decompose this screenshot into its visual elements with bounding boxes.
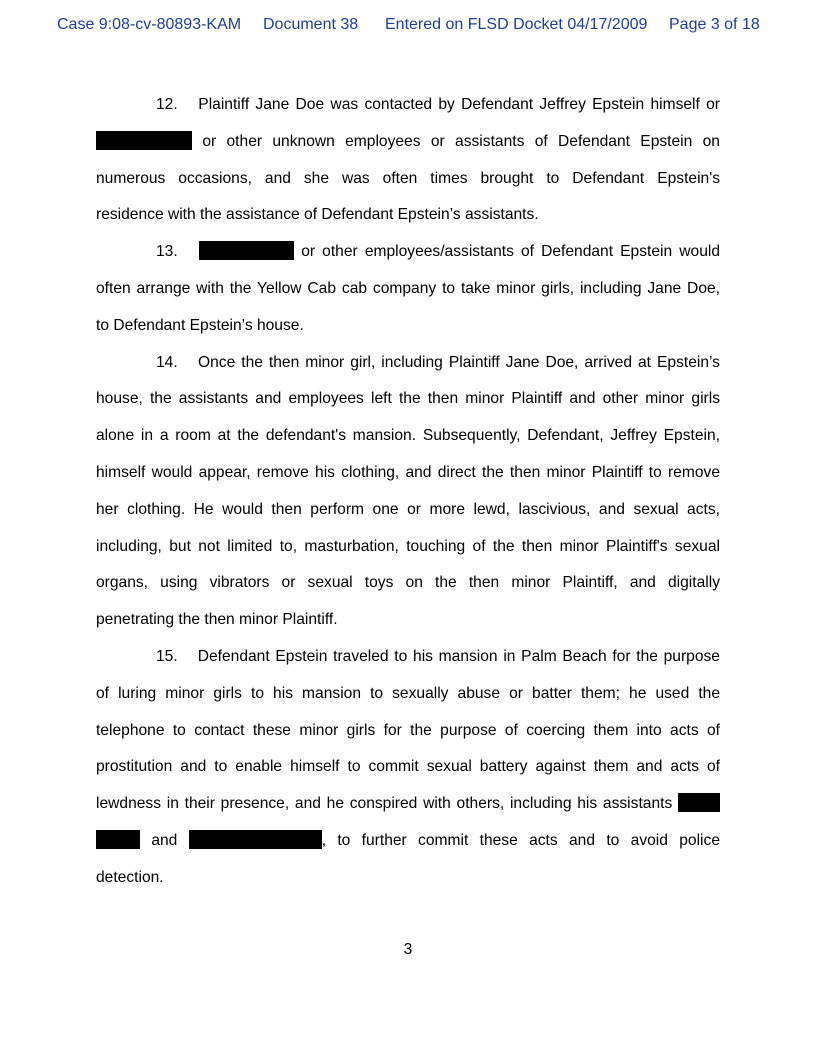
case-number: Case 9:08-cv-80893-KAM (57, 16, 242, 33)
redaction-bar (96, 131, 192, 150)
paragraph-line (96, 345, 720, 382)
paragraph-12 (96, 87, 720, 234)
paragraph-line (96, 823, 720, 860)
paragraph-line: organs, using vibrators or sexual toys on the then minor Plaintiff, and digitally (96, 574, 720, 592)
paragraph-line: prostitution and to enable himself to commit sexual battery against them and acts of (96, 758, 720, 776)
docket-entry-date: Entered on FLSD Docket 04/17/2009 (385, 16, 648, 33)
page-indicator: Page 3 of 18 (669, 16, 760, 33)
redaction-bar (96, 830, 140, 849)
paragraph-line: house, the assistants and employees left the then minor Plaintiff and other minor girls (96, 390, 720, 408)
paragraph-line (96, 786, 720, 823)
redaction-bar (678, 793, 720, 812)
paragraph-text: lewdness in their presence, and he conspired with others, including his assistants (96, 795, 673, 813)
paragraph-14 (96, 345, 720, 639)
document-number: Document 38 (263, 16, 359, 33)
paragraph-line: including, but not limited to, masturbation, touching of the then minor Plaintiff's sexual (96, 537, 720, 555)
paragraph-text: and (151, 831, 178, 849)
paragraph-line: numerous occasions, and she was often times brought to Defendant Epstein's (96, 169, 720, 187)
paragraph-text: or other unknown employees or assistants of Defendant Epstein on (202, 132, 720, 150)
paragraph-line: residence with the assistance of Defendant Epstein’s assistants. (96, 206, 539, 224)
paragraph-text: or other employees/assistants of Defendant Epstein would (301, 243, 721, 261)
paragraph-line: of luring minor girls to his mansion to sexually abuse or batter them; he used the (96, 684, 720, 702)
page-number: 3 (403, 941, 413, 958)
paragraph-line: to Defendant Epstein’s house. (96, 316, 304, 334)
paragraph-line: her clothing. He would then perform one or more lewd, lascivious, and sexual acts, (96, 500, 720, 518)
paragraph-line: himself would appear, remove his clothing, and direct the then minor Plaintiff to remove (96, 463, 720, 481)
paragraph-line (96, 234, 720, 271)
paragraph-line (96, 87, 720, 124)
paragraph-text: Plaintiff Jane Doe was contacted by Defendant Jeffrey Epstein himself or (198, 96, 720, 113)
redaction-bar (189, 830, 322, 849)
paragraph-line (96, 124, 720, 161)
paragraph-text: Defendant Epstein traveled to his mansion in Palm Beach for the purpose (197, 647, 720, 665)
paragraph-13 (96, 234, 720, 344)
paragraph-number: 13. (156, 243, 178, 261)
paragraph-text: , to further commit these acts and to avoid police (321, 831, 720, 849)
paragraph-line: telephone to contact these minor girls for the purpose of coercing them into acts of (96, 721, 720, 739)
document-body (96, 87, 720, 897)
paragraph-15 (96, 639, 720, 897)
paragraph-number: 14. (156, 353, 178, 371)
paragraph-line: penetrating the then minor Plaintiff. (96, 611, 338, 629)
paragraph-text: Once the then minor girl, including Plaintiff Jane Doe, arrived at Epstein’s (197, 353, 720, 371)
paragraph-number: 15. (156, 647, 178, 665)
paragraph-line: often arrange with the Yellow Cab cab company to take minor girls, including Jane Doe, (96, 279, 720, 297)
paragraph-line (96, 639, 720, 676)
paragraph-number: 12. (156, 96, 178, 113)
paragraph-line: alone in a room at the defendant's mansion. Subsequently, Defendant, Jeffrey Epstein, (96, 427, 720, 445)
paragraph-line: detection. (96, 868, 164, 886)
redaction-bar (199, 241, 294, 260)
